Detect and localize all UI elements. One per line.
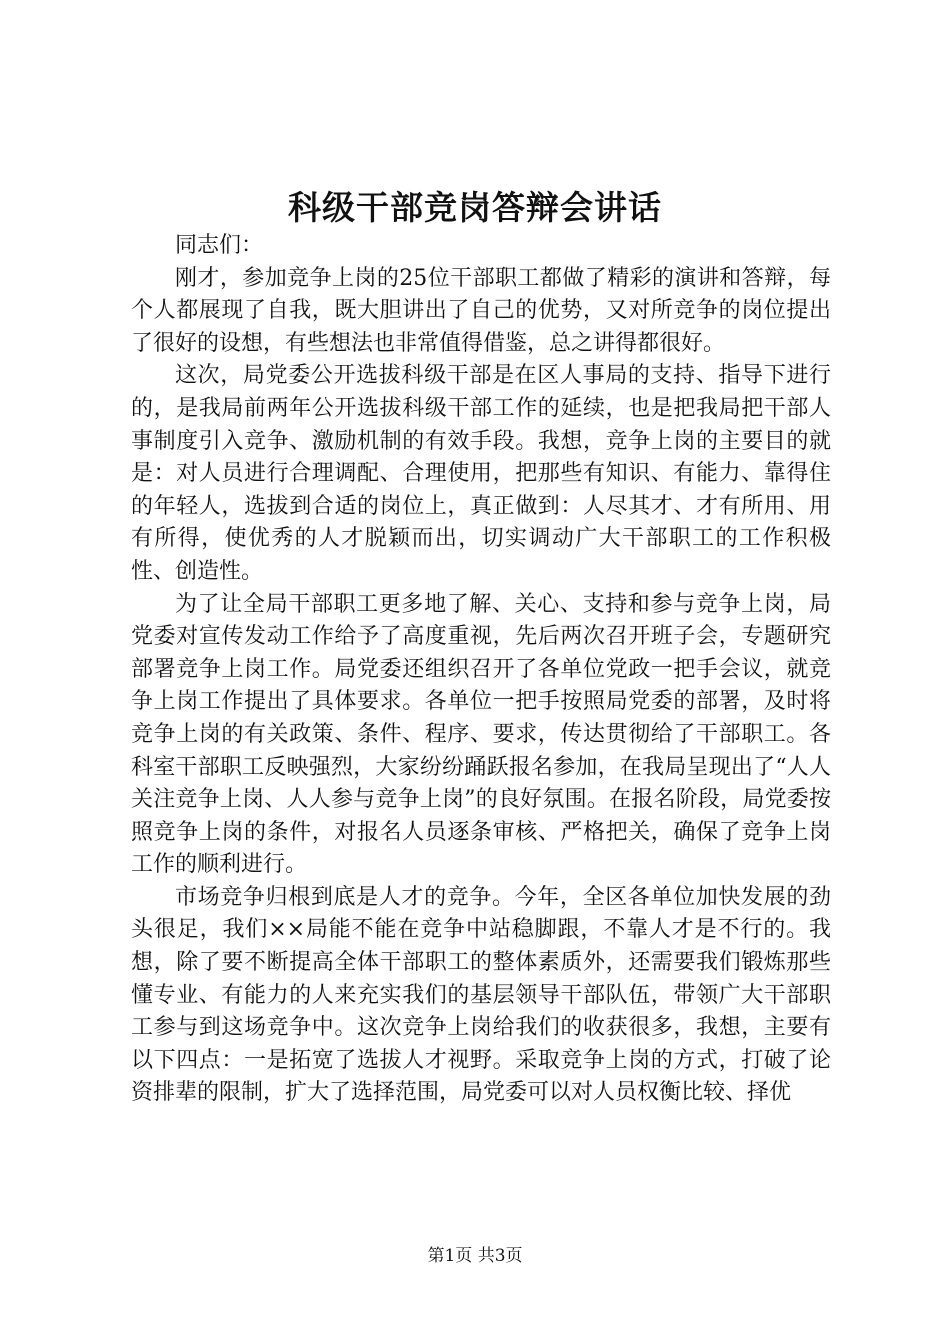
paragraph-4: 市场竞争归根到底是人才的竞争。今年，全区各单位加快发展的劲头很足，我们××局能不能在竞争中站稳脚跟，不靠人才是不行的。我想，除了要不断提高全体干部职工的整体素质外，还需要我们锻炼那些懂专业、有能力的人来充实我们的基层领导干部队伍，带领广大干部职工参与到这场竞争中。这次竞争上岗给我们的收获很多，我想，主要有以下四点：一是拓宽了选拔人才视野。采取竞争上岗的方式，打破了论资排辈的限制，扩大了选择范围，局党委可以对人员权衡比较、择优 [131,884,831,1106]
paragraph-2: 这次，局党委公开选拔科级干部是在区人事局的支持、指导下进行的，是我局前两年公开选拔科级干部工作的延续，也是把我局把干部人事制度引入竞争、激励机制的有效手段。我想，竞争上岗的主要目的就是：对人员进行合理调配、合理使用，把那些有知识、有能力、靠得住的年轻人，选拔到合适的岗位上，真正做到：人尽其才、才有所用、用有所得，使优秀的人才脱颖而出，切实调动广大干部职工的工作积极性、创造性。 [131,363,831,584]
page-title: 科级干部竞岗答辩会讲话 [288,188,662,227]
document-body [131,230,831,1110]
salutation: 同志们： [175,233,264,258]
page-number-footer: 第1页 共3页 [427,1246,523,1266]
paragraph-1: 刚才，参加竞争上岗的25位干部职工都做了精彩的演讲和答辩，每个人都展现了自我，既大胆讲出了自己的优势，又对所竞争的岗位提出了很好的设想，有些想法也非常值得借鉴，总之讲得都很好。 [131,265,831,356]
paragraph-3: 为了让全局干部职工更多地了解、关心、支持和参与竞争上岗，局党委对宣传发动工作给予了高度重视，先后两次召开班子会，专题研究部署竞争上岗工作。局党委还组织召开了各单位党政一把手会议，就竞争上岗工作提出了具体要求。各单位一把手按照局党委的部署，及时将竞争上岗的有关政策、条件、程序、要求，传达贯彻给了干部职工。各科室干部职工反映强烈，大家纷纷踊跃报名参加，在我局呈现出了“人人关注竞争上岗、人人参与竞争上岗”的良好氛围。在报名阶段，局党委按照竞争上岗的条件，对报名人员逐条审核、严格把关，确保了竞争上岗工作的顺利进行。 [131,591,831,878]
